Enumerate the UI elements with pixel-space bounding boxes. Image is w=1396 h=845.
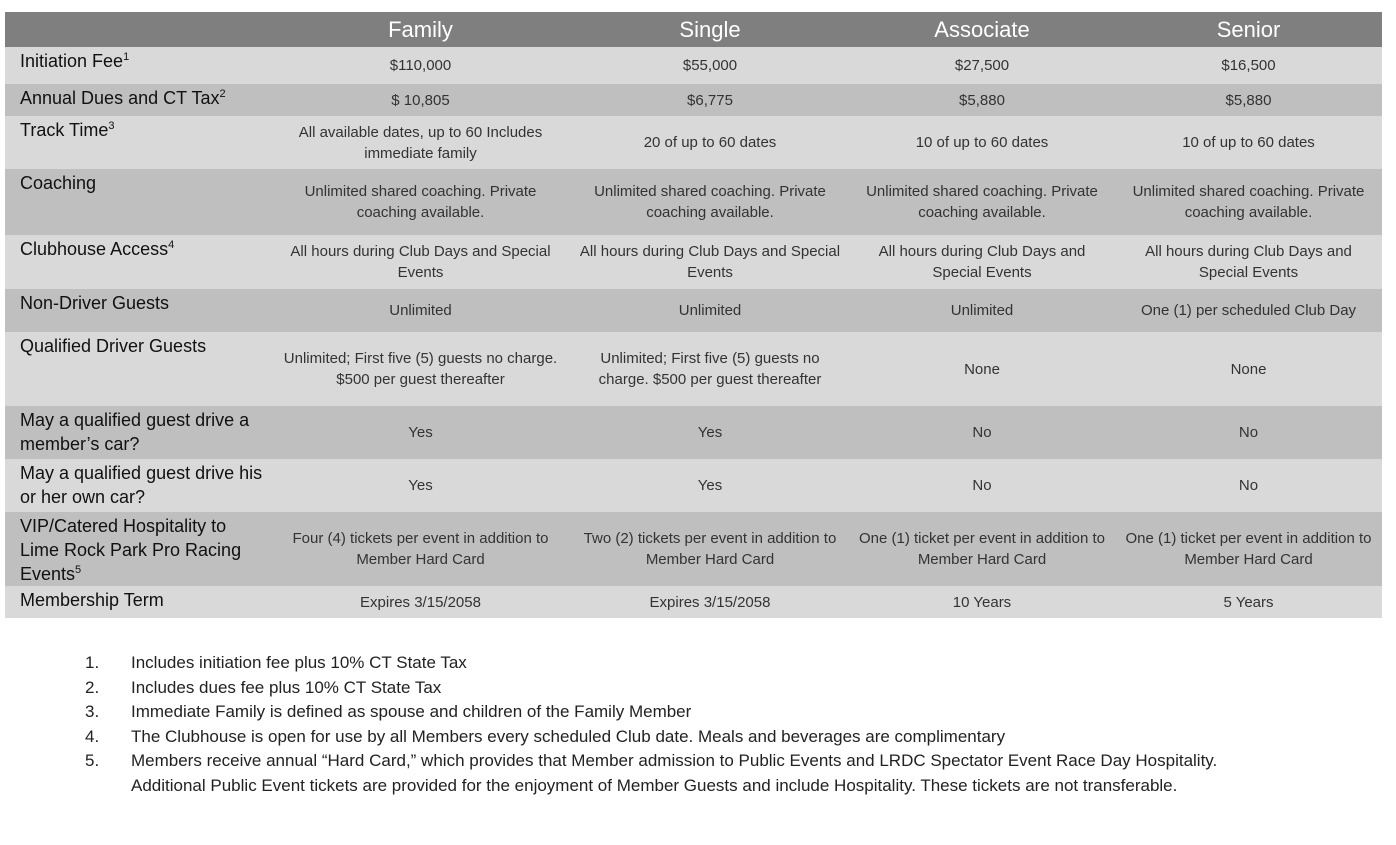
footnote-marker: 3 (108, 120, 115, 132)
footnote-marker: 5 (75, 564, 82, 576)
table-row (5, 289, 1382, 332)
table-cell: All hours during Club Days and Special Events (571, 235, 849, 289)
table-cell: Unlimited (849, 289, 1115, 332)
footnote-text: Immediate Family is defined as spouse and children of the Family Member (131, 702, 692, 722)
footnote-number: 4. (85, 726, 100, 746)
footnote-item (85, 676, 1285, 701)
table-cell: Four (4) tickets per event in addition to Member Hard Card (270, 512, 571, 586)
row-label-text: May a qualified guest drive his or her own car? (20, 463, 263, 507)
table-cell: $5,880 (1115, 84, 1382, 116)
row-label-text: Track Time (20, 120, 109, 140)
table-cell: Expires 3/15/2058 (270, 586, 571, 618)
table-cell: Unlimited shared coaching. Private coaching available. (1115, 169, 1382, 235)
footnote-number: 2. (85, 677, 100, 697)
table-cell: Yes (571, 459, 849, 512)
row-label-text: Qualified Driver Guests (20, 336, 207, 356)
table-cell: Yes (270, 459, 571, 512)
table-cell: Unlimited shared coaching. Private coaching available. (571, 169, 849, 235)
footnote-text: Includes dues fee plus 10% CT State Tax (131, 677, 442, 697)
table-cell: No (849, 406, 1115, 459)
membership-comparison-table (5, 12, 1382, 618)
table-cell: Unlimited (270, 289, 571, 332)
footnote-marker: 2 (219, 88, 226, 100)
row-label (5, 459, 270, 512)
row-label-text: Non-Driver Guests (20, 293, 170, 313)
table-row (5, 116, 1382, 169)
table-cell: 10 Years (849, 586, 1115, 618)
table-cell: All available dates, up to 60 Includes immediate family (270, 116, 571, 169)
table-cell: None (849, 332, 1115, 406)
table-cell: None (1115, 332, 1382, 406)
footnote-item (85, 749, 1285, 798)
table-row (5, 586, 1382, 618)
table-cell: One (1) per scheduled Club Day (1115, 289, 1382, 332)
row-label (5, 116, 270, 169)
table-cell: Unlimited (571, 289, 849, 332)
table-cell: Yes (571, 406, 849, 459)
row-label (5, 586, 270, 618)
table-cell: $27,500 (849, 47, 1115, 84)
footnotes-list (85, 651, 1285, 799)
column-header-family: Family (270, 12, 571, 47)
footnote-item (85, 651, 1285, 676)
footnote-marker: 1 (123, 51, 130, 63)
table-row (5, 47, 1382, 84)
table-header-row (5, 12, 1382, 47)
table-cell: All hours during Club Days and Special Events (1115, 235, 1382, 289)
footnote-item (85, 700, 1285, 725)
footnote-number: 5. (85, 751, 100, 771)
row-label (5, 332, 270, 406)
footnote-number: 3. (85, 702, 100, 722)
table-cell: 10 of up to 60 dates (1115, 116, 1382, 169)
row-label (5, 512, 270, 586)
table-row (5, 84, 1382, 116)
column-header-single: Single (571, 12, 849, 47)
row-label-text: VIP/Catered Hospitality to Lime Rock Park Pro Racing Events (20, 516, 242, 584)
table-cell: $16,500 (1115, 47, 1382, 84)
table-cell: Unlimited; First five (5) guests no charge. $500 per guest thereafter (571, 332, 849, 406)
table-cell: One (1) ticket per event in addition to Member Hard Card (1115, 512, 1382, 586)
table-cell: $55,000 (571, 47, 849, 84)
row-label (5, 406, 270, 459)
footnote-marker: 4 (168, 239, 175, 251)
table-cell: Unlimited shared coaching. Private coaching available. (849, 169, 1115, 235)
table-cell: All hours during Club Days and Special Events (270, 235, 571, 289)
table-cell: $110,000 (270, 47, 571, 84)
table-cell: Unlimited; First five (5) guests no charge. $500 per guest thereafter (270, 332, 571, 406)
table-row (5, 169, 1382, 235)
row-label-text: May a qualified guest drive a member’s car? (20, 410, 250, 454)
column-header-associate: Associate (849, 12, 1115, 47)
table-row (5, 459, 1382, 512)
table-cell: 20 of up to 60 dates (571, 116, 849, 169)
table-cell: $5,880 (849, 84, 1115, 116)
table-row (5, 512, 1382, 586)
table-row (5, 406, 1382, 459)
table-cell: No (1115, 406, 1382, 459)
footnote-number: 1. (85, 653, 100, 672)
table-cell: Two (2) tickets per event in addition to Member Hard Card (571, 512, 849, 586)
row-label (5, 169, 270, 235)
footnote-text: Includes initiation fee plus 10% CT State Tax (131, 653, 467, 672)
row-label-text: Annual Dues and CT Tax (20, 88, 220, 108)
column-header-senior: Senior (1115, 12, 1382, 47)
table-cell: $ 10,805 (270, 84, 571, 116)
row-label-text: Membership Term (20, 590, 164, 610)
table-cell: $6,775 (571, 84, 849, 116)
header-corner-cell (5, 12, 270, 47)
row-label (5, 47, 270, 84)
footnote-text: The Clubhouse is open for use by all Members every scheduled Club date. Meals and beverages are complimentary (131, 726, 1006, 746)
table-cell: No (1115, 459, 1382, 512)
table-cell: One (1) ticket per event in addition to Member Hard Card (849, 512, 1115, 586)
table-row (5, 332, 1382, 406)
row-label-text: Clubhouse Access (20, 239, 169, 259)
row-label (5, 84, 270, 116)
table-cell: Expires 3/15/2058 (571, 586, 849, 618)
row-label (5, 289, 270, 332)
row-label-text: Initiation Fee (20, 51, 124, 71)
footnote-text: Members receive annual “Hard Card,” which provides that Member admission to Public Events and LRDC Spectator Event Race Day Hospitality. Additional Public Event tickets are provided for the enjoyment of Member Guests and include Hospitality. These tickets are not transferable. (131, 751, 1218, 795)
table-cell: No (849, 459, 1115, 512)
table-row (5, 235, 1382, 289)
footnote-item (85, 725, 1285, 750)
table-cell: 5 Years (1115, 586, 1382, 618)
row-label-text: Coaching (20, 173, 97, 193)
table-cell: All hours during Club Days and Special Events (849, 235, 1115, 289)
row-label (5, 235, 270, 289)
table-cell: 10 of up to 60 dates (849, 116, 1115, 169)
table-cell: Unlimited shared coaching. Private coaching available. (270, 169, 571, 235)
table-cell: Yes (270, 406, 571, 459)
